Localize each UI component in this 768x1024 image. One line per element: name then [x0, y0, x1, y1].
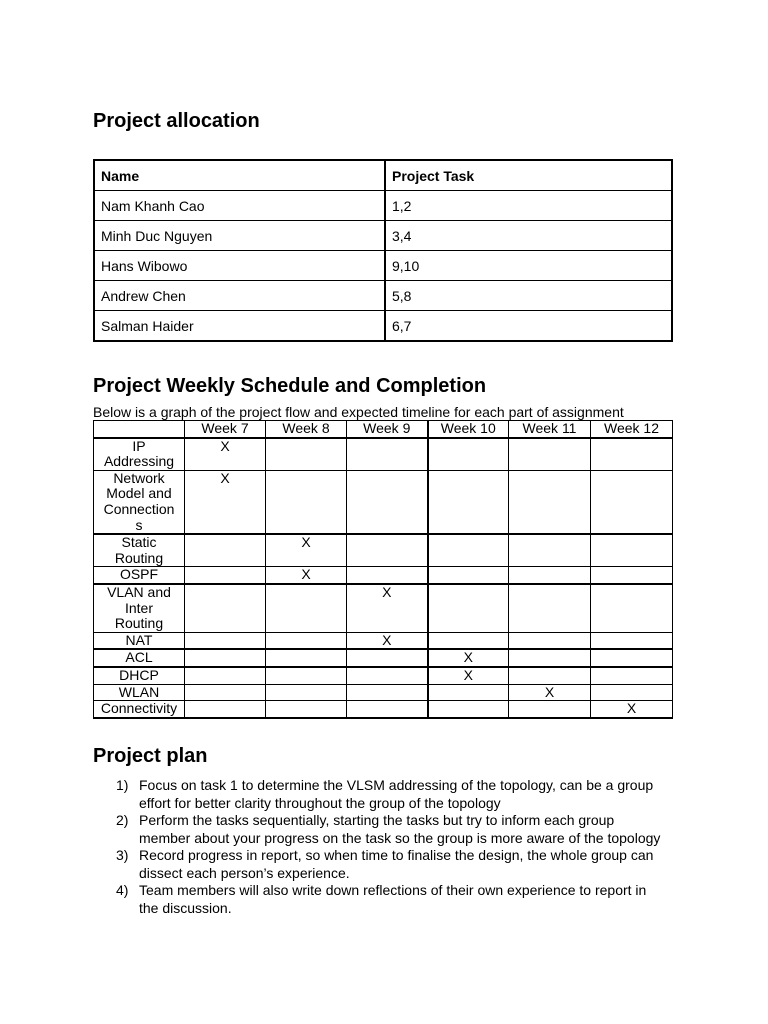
empty-cell — [347, 534, 428, 567]
empty-cell — [347, 567, 428, 584]
schedule-row — [94, 567, 673, 584]
completion-mark: X — [428, 667, 509, 684]
empty-cell — [185, 534, 266, 567]
table-row — [94, 251, 672, 281]
task-name-line: WLAN — [118, 683, 160, 700]
member-task: 3,4 — [385, 221, 672, 251]
schedule-row — [94, 534, 673, 567]
empty-cell — [185, 649, 266, 667]
empty-cell — [185, 684, 266, 701]
schedule-row — [94, 701, 673, 718]
task-name-line: Static — [121, 534, 157, 551]
task-name-line: Model and — [106, 485, 172, 502]
list-item-text: member about your progress on the task so the group is more aware of the topology — [139, 829, 661, 846]
allocation-table — [93, 159, 673, 342]
completion-mark: X — [266, 567, 347, 584]
empty-cell — [509, 438, 591, 471]
list-item-number: 3) — [116, 847, 129, 863]
member-name: Minh Duc Nguyen — [94, 221, 385, 251]
completion-mark: X — [347, 632, 428, 649]
empty-cell — [347, 701, 428, 718]
task-name — [94, 684, 185, 701]
empty-cell — [185, 701, 266, 718]
empty-cell — [591, 632, 673, 649]
member-task: 5,8 — [385, 281, 672, 311]
completion-mark: X — [591, 701, 673, 718]
empty-cell — [509, 534, 591, 567]
task-name-line: ACL — [125, 649, 153, 666]
member-name: Hans Wibowo — [94, 251, 385, 281]
list-item — [93, 847, 683, 882]
task-name-line: Connection — [103, 500, 175, 517]
empty-cell — [347, 684, 428, 701]
member-task: 9,10 — [385, 251, 672, 281]
week-header: Week 10 — [428, 421, 509, 438]
empty-cell — [428, 632, 509, 649]
completion-mark: X — [185, 438, 266, 471]
list-item-text: dissect each person’s experience. — [139, 864, 350, 881]
empty-cell — [428, 584, 509, 632]
task-name-line: Connectivity — [100, 700, 178, 717]
list-item — [93, 777, 683, 812]
table-row — [94, 281, 672, 311]
completion-mark: X — [185, 470, 266, 534]
schedule-heading: Project Weekly Schedule and Completion — [93, 375, 487, 397]
empty-cell — [185, 667, 266, 684]
task-name-line: Routing — [114, 549, 164, 566]
task-name-line: IP — [132, 437, 146, 454]
task-name-line: Addressing — [103, 453, 175, 470]
task-name-line: Routing — [114, 615, 164, 632]
task-name-line: OSPF — [119, 566, 159, 583]
task-name — [94, 438, 185, 471]
table-row — [94, 221, 672, 251]
task-name-line: s — [135, 516, 143, 533]
list-item-text: Focus on task 1 to determine the VLSM addressing of the topology, can be a group — [139, 777, 654, 793]
empty-cell — [509, 649, 591, 667]
schedule-row — [94, 684, 673, 701]
allocation-heading: Project allocation — [93, 110, 260, 132]
list-item — [93, 812, 683, 847]
empty-cell — [591, 649, 673, 667]
schedule-intro: Below is a graph of the project flow and expected timeline for each part of assignment — [93, 404, 624, 420]
schedule-row — [94, 649, 673, 667]
schedule-row — [94, 584, 673, 632]
week-header: Week 7 — [185, 421, 266, 438]
plan-heading: Project plan — [93, 745, 208, 767]
schedule-row — [94, 632, 673, 649]
empty-cell — [266, 438, 347, 471]
week-header: Week 11 — [509, 421, 591, 438]
task-name-line: VLAN and — [107, 583, 171, 600]
empty-cell — [266, 632, 347, 649]
empty-cell — [428, 534, 509, 567]
completion-mark: X — [347, 584, 428, 632]
schedule-row — [94, 470, 673, 534]
task-name-line: DHCP — [119, 666, 159, 683]
task-name — [94, 470, 185, 534]
member-name: Andrew Chen — [94, 281, 385, 311]
empty-cell — [591, 438, 673, 471]
empty-cell — [509, 470, 591, 534]
schedule-table — [93, 420, 673, 719]
empty-cell — [428, 438, 509, 471]
empty-cell — [509, 701, 591, 718]
week-header: Week 12 — [591, 421, 673, 438]
task-name — [94, 701, 185, 718]
task-name — [94, 567, 185, 584]
list-item — [93, 882, 683, 917]
empty-cell — [591, 667, 673, 684]
list-item-number: 2) — [116, 812, 129, 828]
schedule-header-row — [94, 421, 673, 438]
empty-cell — [266, 684, 347, 701]
empty-cell — [266, 667, 347, 684]
list-item-number: 4) — [116, 882, 129, 898]
empty-cell — [591, 534, 673, 567]
empty-cell — [266, 701, 347, 718]
completion-mark: X — [266, 534, 347, 567]
empty-cell — [428, 684, 509, 701]
task-name — [94, 649, 185, 667]
task-name-line: NAT — [125, 631, 153, 648]
week-header: Week 9 — [347, 421, 428, 438]
plan-list — [93, 777, 683, 917]
member-name: Salman Haider — [94, 311, 385, 342]
list-item-text: effort for better clarity throughout the group of the topology — [139, 794, 501, 811]
empty-cell — [185, 632, 266, 649]
empty-cell — [509, 632, 591, 649]
completion-mark: X — [428, 649, 509, 667]
schedule-row — [94, 438, 673, 471]
task-name — [94, 534, 185, 567]
table-row — [94, 191, 672, 221]
empty-cell — [591, 684, 673, 701]
empty-cell — [185, 567, 266, 584]
empty-cell — [428, 701, 509, 718]
task-name — [94, 667, 185, 684]
schedule-corner-cell — [94, 421, 185, 438]
empty-cell — [428, 470, 509, 534]
completion-mark: X — [509, 684, 591, 701]
empty-cell — [509, 584, 591, 632]
empty-cell — [347, 470, 428, 534]
table-header-row — [94, 160, 672, 191]
empty-cell — [591, 470, 673, 534]
list-item-text: Team members will also write down reflections of their own experience to report in — [139, 882, 647, 898]
column-header-name: Name — [94, 160, 385, 191]
empty-cell — [428, 567, 509, 584]
empty-cell — [509, 667, 591, 684]
list-item-text: Perform the tasks sequentially, starting the tasks but try to inform each group — [139, 812, 615, 828]
empty-cell — [347, 649, 428, 667]
table-row — [94, 311, 672, 342]
task-name — [94, 584, 185, 632]
schedule-row — [94, 667, 673, 684]
week-header: Week 8 — [266, 421, 347, 438]
member-task: 1,2 — [385, 191, 672, 221]
member-name: Nam Khanh Cao — [94, 191, 385, 221]
empty-cell — [185, 584, 266, 632]
empty-cell — [266, 649, 347, 667]
list-item-number: 1) — [116, 777, 129, 793]
empty-cell — [591, 567, 673, 584]
task-name — [94, 632, 185, 649]
empty-cell — [266, 584, 347, 632]
empty-cell — [591, 584, 673, 632]
member-task: 6,7 — [385, 311, 672, 342]
empty-cell — [347, 438, 428, 471]
empty-cell — [509, 567, 591, 584]
column-header-task: Project Task — [385, 160, 672, 191]
empty-cell — [266, 470, 347, 534]
list-item-text: the discussion. — [139, 899, 232, 916]
empty-cell — [347, 667, 428, 684]
task-name-line: Inter — [124, 599, 153, 616]
task-name-line: Network — [113, 469, 165, 486]
list-item-text: Record progress in report, so when time to finalise the design, the whole group can — [139, 847, 654, 863]
